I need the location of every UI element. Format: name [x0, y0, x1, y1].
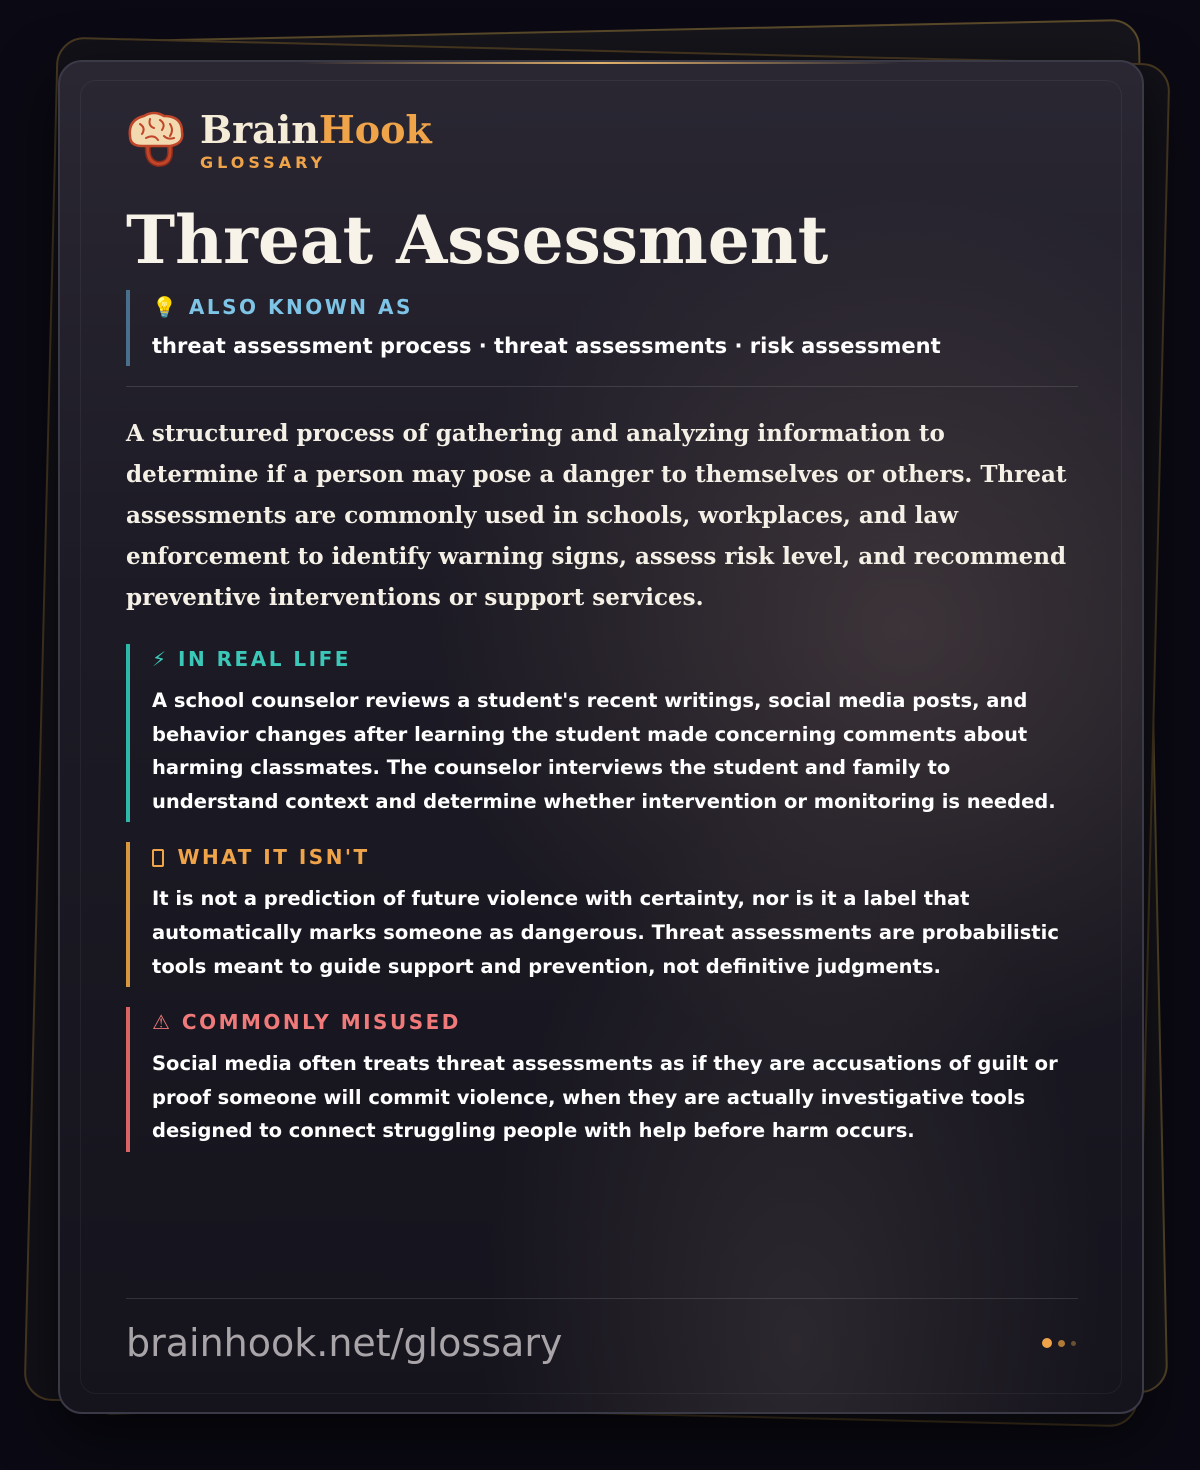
commonly-misused-heading	[152, 1009, 1078, 1035]
aka-heading	[152, 294, 1078, 320]
card-content	[126, 108, 1078, 1152]
what-it-isnt-body: It is not a prediction of future violence with certainty, nor is it a label that automatically marks someone as dangerous. Threat assessments are probabilistic tools meant to guide support and prevention, not definitive judgments.	[152, 887, 1059, 978]
warning-icon: ⚠	[152, 1010, 173, 1035]
brain-hook-icon	[126, 110, 186, 170]
brand-subtitle: GLOSSARY	[200, 152, 327, 172]
footer-divider	[126, 1298, 1078, 1299]
indicator-dot	[1058, 1340, 1065, 1347]
indicator-dot	[1071, 1341, 1076, 1346]
prohibited-icon	[152, 849, 164, 867]
commonly-misused-label: COMMONLY MISUSED	[181, 1010, 461, 1035]
commonly-misused-body: Social media often treats threat assessments as if they are accusations of guilt or proof someone will commit violence, when they are actually investigative tools designed to connect struggling people with help before harm occurs.	[152, 1052, 1058, 1143]
brand-name-part1: Brain	[200, 106, 319, 152]
commonly-misused-section	[126, 1007, 1078, 1152]
in-real-life-body: A school counselor reviews a student's recent writings, social media posts, and behavior changes after learning the student made concerning comments about harming classmates. The counselor interviews the student and family to understand context and determine whether intervention or monitoring is needed.	[152, 689, 1056, 813]
divider	[126, 386, 1078, 387]
lightbulb-icon: 💡	[152, 295, 180, 319]
aka-heading-label: ALSO KNOWN AS	[188, 295, 413, 319]
in-real-life-label: IN REAL LIFE	[178, 647, 351, 671]
card-top-highlight	[300, 62, 900, 64]
term-title: Threat Assessment	[126, 201, 829, 279]
aka-list: threat assessment process · threat assessments · risk assessment	[152, 334, 941, 358]
brand-header	[126, 108, 1078, 172]
definition-text: A structured process of gathering and analyzing information to determine if a person may pose a danger to themselves or others. Threat assessments are commonly used in schools, workplaces, and law enforcement to identify warning signs, assess risk level, and recommend preventive interventions or support services.	[126, 420, 1067, 611]
footer-url: brainhook.net/glossary	[126, 1321, 563, 1365]
lightning-icon: ⚡	[152, 647, 169, 671]
what-it-isnt-section	[126, 842, 1078, 987]
glossary-card	[58, 60, 1144, 1414]
brand-text	[200, 106, 432, 172]
also-known-as-section	[126, 290, 1078, 366]
what-it-isnt-heading	[152, 844, 1078, 870]
indicator-dot-active	[1042, 1338, 1052, 1348]
brand-name-part2: Hook	[318, 106, 432, 152]
brand-name	[200, 106, 432, 152]
what-it-isnt-label: WHAT IT ISN'T	[177, 845, 370, 870]
in-real-life-heading	[152, 646, 1078, 672]
in-real-life-section	[126, 644, 1078, 822]
page-indicator-dots	[1042, 1338, 1082, 1348]
